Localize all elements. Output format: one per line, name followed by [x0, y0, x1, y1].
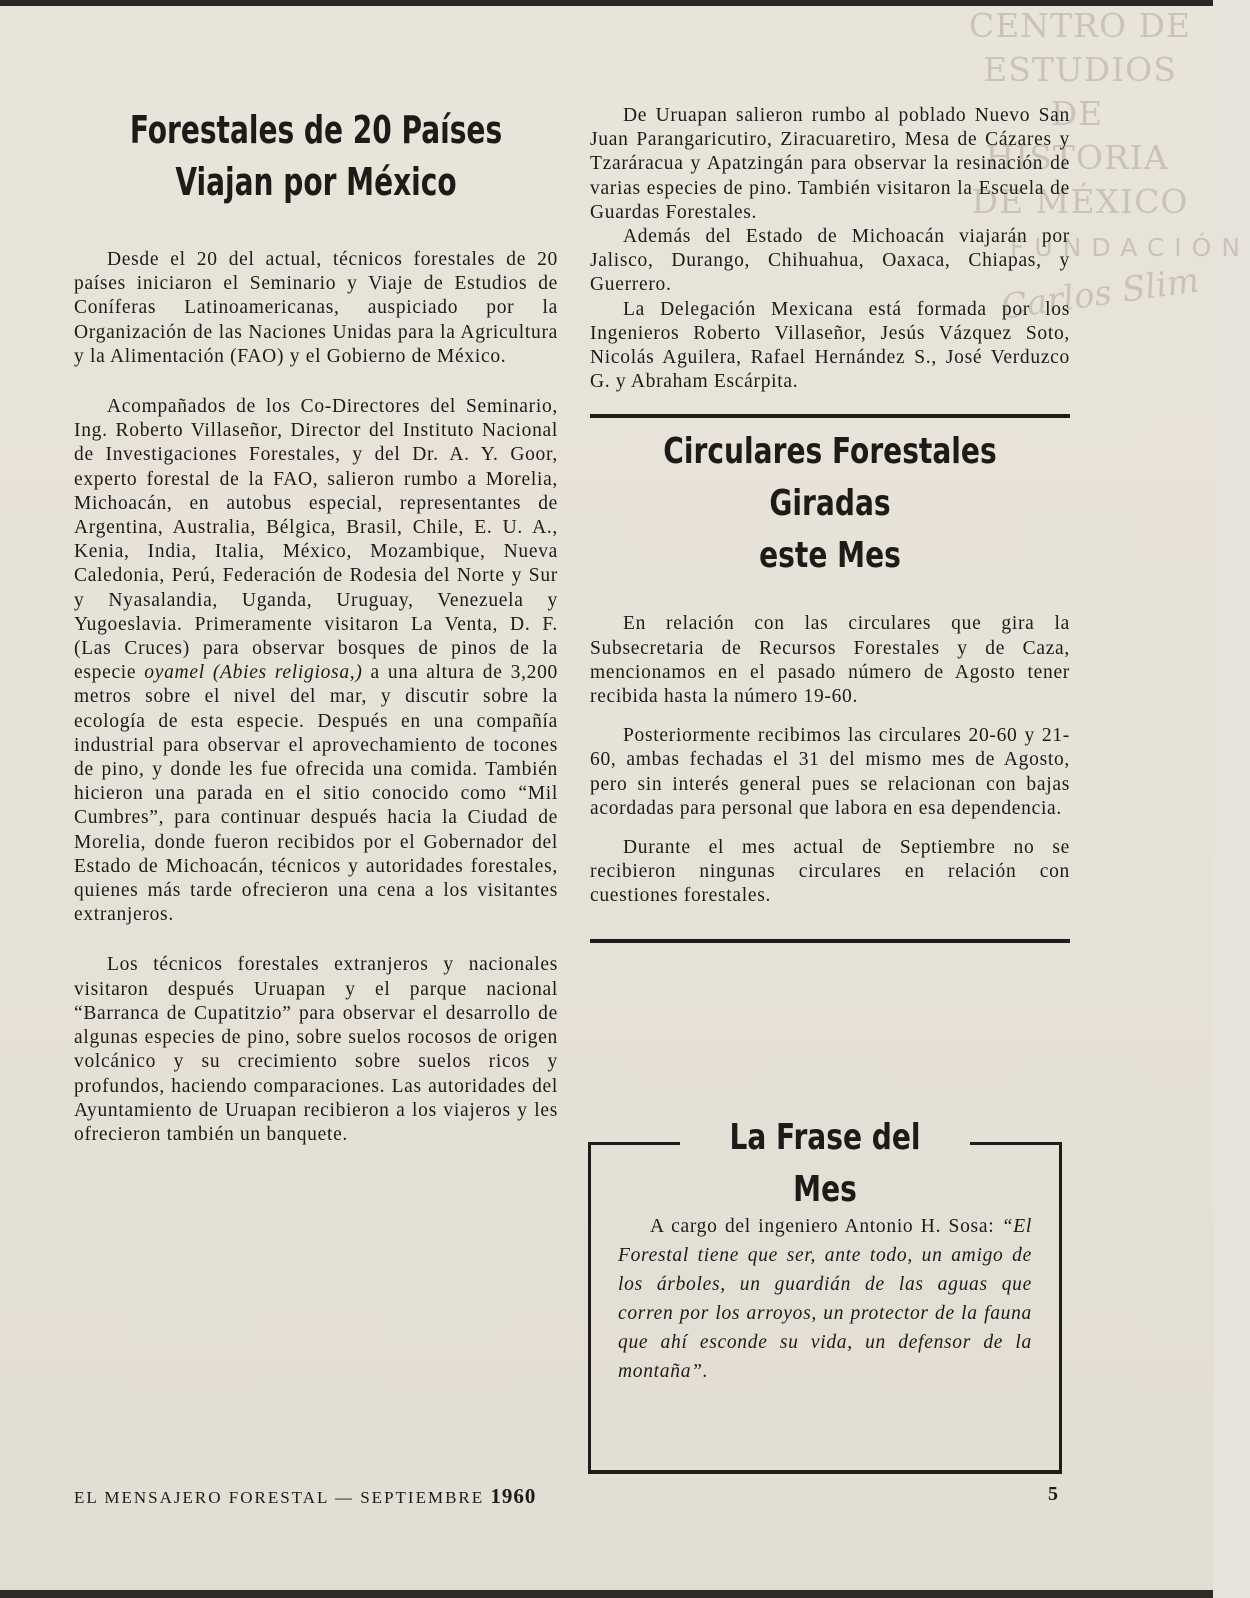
frase-border-left: [588, 1143, 591, 1473]
article-paragraph-6: La Delegación Mexicana está formada por los Ingenieros Roberto Villaseñor, Jesús Vázquez Soto, Nicolás Aguilera, Rafael Hernández S., José Verduzco G. y Abraham Escárpita.: [590, 298, 1070, 393]
publication-year: 1960: [490, 1484, 537, 1508]
article-paragraph-3: Los técnicos forestales extranjeros y nacionales visitaron después Uruapan y el parque nacional “Barranca de Cupatitzio” para observar el desarrollo de algunas especies de pino, sobre suelos rocosos de origen volcánico y su crecimiento sobre suelos ricos y profundos, haciendo comparaciones. Las autoridades del Ayuntamiento de Uruapan recibieron a los viajeros y les ofrecieron también un banquete.: [74, 954, 558, 1145]
top-border: [0, 0, 1213, 6]
circulares-paragraph-2: Posteriormente recibimos las circulares 20-60 y 21-60, ambas fechadas el 31 del mismo mes de Agosto, pero sin interés general pues se relacionan con bajas acordadas para personal que labora en esa dependencia.: [590, 725, 1070, 819]
frase-border-right: [1059, 1143, 1062, 1473]
species-name: oyamel (Abies religiosa,): [144, 662, 363, 684]
circulares-paragraph-3: Durante el mes actual de Septiembre no se recibieron ningunas circulares en relación con cuestiones forestales.: [590, 837, 1070, 907]
bottom-border: [0, 1590, 1213, 1598]
watermark-line-2: ESTUDIOS: [983, 50, 1177, 89]
section-divider-2: [590, 939, 1070, 943]
frase-quote: “El Forestal tiene que ser, ante todo, un amigo de los árboles, un guardián de las aguas que corren por los arroyos, un protector de la fauna que ahí esconde su vida, un defensor de la montaña”.: [618, 1215, 1032, 1382]
circulares-title: [643, 426, 1017, 582]
article-forestales-column: [74, 96, 558, 1147]
watermark-signature: Carlos Slim: [998, 260, 1202, 328]
circulares-title-line-1: Circulares Forestales Giradas: [663, 431, 997, 525]
frase-rule-right: [970, 1142, 1062, 1145]
page-footer: [74, 1484, 1064, 1512]
section-divider: [590, 414, 1070, 418]
frase-text: [618, 1212, 1032, 1386]
right-column: [590, 104, 1070, 943]
publication-name: EL MENSAJERO FORESTAL — SEPTIEMBRE: [74, 1488, 485, 1507]
frase-title: La Frase del Mes: [729, 1117, 921, 1210]
article-paragraph-2: [74, 395, 558, 927]
frase-border-bottom: [588, 1470, 1062, 1474]
watermark-line-1: CENTRO DE: [968, 6, 1192, 45]
circulares-title-line-2: este Mes: [759, 535, 901, 577]
circulares-paragraph-1: En relación con las circulares que gira la Subsecretaria de Recursos Forestales y de Caza, mencionamos en el pasado número de Agosto tener recibida hasta la número 19-60.: [590, 613, 1070, 708]
paragraph-2-part-b: a una altura de 3,200 metros sobre el nivel del mar, y discutir sobre la ecología de esta especie. Después en una compañía industrial para observar el aprovechamiento de tocones de pino, y donde les fue ofrecida una comida. También hicieron una parada en el sitio conocido como “Mil Cumbres”, para continuar después hacia la Ciudad de Morelia, donde fueron recibidos por el Gobernador del Estado de Michoacán, técnicos y autoridades forestales, quienes más tarde ofrecieron una cena a los visitantes extranjeros.: [74, 662, 558, 926]
watermark-line-4: DE MÉXICO: [971, 182, 1189, 221]
frase-del-mes-box: [588, 1112, 1062, 1472]
headline-line-2: Viajan por México: [175, 160, 457, 204]
watermark-line-5: FUNDACIÓN: [1010, 233, 1250, 262]
article-paragraph-4: De Uruapan salieron rumbo al poblado Nuevo San Juan Parangaricutiro, Ziracuaretiro, Mesa de Cázares y Tzaráracua y Apatzingán para observar la resinación de varias especies de pino. También visitaron la Escuela de Guardas Forestales.: [590, 105, 1070, 223]
article-headline: [118, 104, 515, 208]
frase-header: [588, 1112, 1062, 1210]
headline-line-1: Forestales de 20 Países: [129, 108, 503, 152]
article-paragraph-1: Desde el 20 del actual, técnicos forestales de 20 países iniciaron el Seminario y Viaje de Estudios de Coníferas Latinoamericanas, auspiciado por la Organización de las Naciones Unidas para la Agricultura y la Alimentación (FAO) y el Gobierno de México.: [74, 249, 558, 367]
article-paragraph-5: Además del Estado de Michoacán viajarán por Jalisco, Durango, Chihuahua, Oaxaca, Chiapas, y Guerrero.: [590, 226, 1070, 296]
frase-rule-left: [588, 1142, 680, 1145]
watermark-line-3: DE HISTORIA: [985, 94, 1169, 177]
page-number: 5: [1048, 1483, 1060, 1505]
frase-intro: A cargo del ingeniero Antonio H. Sosa:: [650, 1215, 1002, 1237]
footer-publication: [74, 1484, 536, 1509]
paragraph-2-part-a: Acompañados de los Co-Directores del Seminario, Ing. Roberto Villaseñor, Director del Instituto Nacional de Investigaciones Forestales, y del Dr. A. Y. Goor, experto forestal de la FAO, salieron rumbo a Morelia, Michoacán, en autobus especial, representantes de Argentina, Australia, Bélgica, Brasil, Chile, E. U. A., Kenia, India, Italia, México, Mozambique, Nueva Caledonia, Perú, Federación de Rodesia del Norte y Sur y Nyasalandia, Uganda, Uruguay, Venezuela y Yugoeslavia. Primeramente visitaron La Venta, D. F. (Las Cruces) para observar bosques de pinos de la especie: [74, 396, 558, 684]
